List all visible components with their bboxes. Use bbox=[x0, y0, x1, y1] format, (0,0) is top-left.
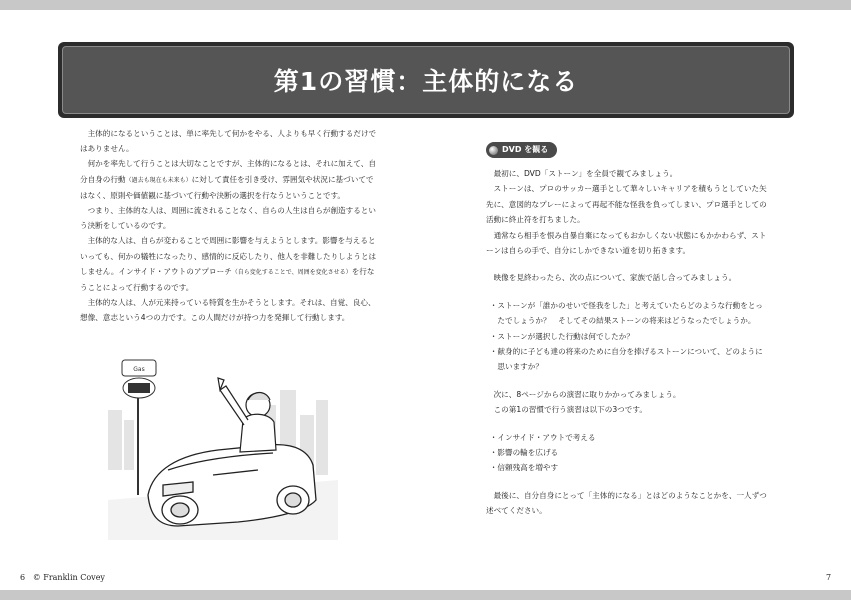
intro-line: 最初に、DVD「ストーン」を全員で観てみましょう。 bbox=[493, 168, 678, 178]
exercise-item: ・信頼残高を増やす bbox=[489, 463, 559, 473]
discussion-question: ・ストーンが「誰かのせいで怪我をした」と考えていたらどのような行動をとったでしょうか？ そしてその結果ストーンの将来はどうなったでしょうか。 bbox=[489, 300, 763, 326]
car-illustration bbox=[108, 350, 338, 540]
intro-line: 通常なら相手を恨み自暴自棄になってもおかしくない状態にもかかわらず、ストーンは自らの手で、自分にしかできない道を切り拓きます。 bbox=[486, 230, 767, 255]
discussion-question: ・献身的に子ども達の将来のために自分を捧げるストーンについて、どのように思いますか？ bbox=[489, 346, 763, 372]
chapter-banner-inner bbox=[62, 46, 790, 114]
chapter-banner bbox=[58, 42, 794, 118]
exercise-item: ・影響の輪を広げる bbox=[489, 448, 559, 457]
paragraph-note: （過去も現在も未来も） bbox=[125, 176, 192, 184]
left-column-text bbox=[80, 126, 380, 326]
sports-car bbox=[148, 445, 316, 526]
disc-icon bbox=[489, 146, 498, 155]
dvd-badge-label: DVD を観る bbox=[502, 145, 549, 155]
sign-text: Gas bbox=[133, 366, 145, 373]
left-paragraph bbox=[80, 126, 380, 156]
paragraph-text: を行なうことによって行動するのです。 bbox=[80, 266, 375, 293]
paragraph-text: つまり、主体的な人は、周囲に流されることなく、自らの人生は自らが創造するという決断をしているのです。 bbox=[80, 206, 376, 231]
left-paragraph bbox=[80, 233, 380, 295]
paragraph-text: 主体的な人は、自らが変わることで周囲に影響を与えようとします。影響を与えるといっても、何かの犠牲になったり、感情的に反応したり、他人を非難したりしようとはしません。インサイド・アウトのアプローチ bbox=[80, 236, 377, 276]
chapter-title: 第1の習慣：主体的になる bbox=[273, 67, 579, 96]
paragraph-note: （自ら変化することで、周囲を変化させる） bbox=[231, 268, 352, 276]
exercise-intro: この第1の習慣で行う演習は以下の3つです。 bbox=[493, 405, 647, 415]
copyright: © Franklin Covey bbox=[32, 573, 105, 582]
paragraph-text: 主体的になるということは、単に率先して何かをやる、人よりも早く行動するだけではありません。 bbox=[80, 129, 377, 154]
discussion-question: ・ストーンが選択した行動は何でしたか？ bbox=[489, 331, 634, 341]
exercise-intro: 次に、8ページからの演習に取りかかってみましょう。 bbox=[493, 389, 681, 399]
paragraph-text: 主体的な人は、人が元来持っている特質を生かそうとします。それは、自覚、良心、想像、意志という4つの力です。この人間だけが持つ力を発揮して行動します。 bbox=[80, 298, 376, 323]
paragraph-text: 何かを率先して行うことは大切なことですが、主体的になるとは、それに加えて、自分自身の行動 bbox=[80, 159, 376, 184]
exercise-item: ・インサイド・アウトで考える bbox=[489, 432, 596, 442]
intro-line: ストーンは、プロのサッカー選手として華々しいキャリアを積もうとしていた矢先に、意図的なプレーによって再起不能な怪我を負ってしまい、プロ選手としての活動に終止符を打ちました。 bbox=[486, 184, 767, 225]
top-margin-bar bbox=[0, 0, 851, 10]
paragraph-text: に対して責任を引き受け、雰囲気や状況に基づいてではなく、原則や価値観に基づいて行動や決断の選択を行なうということです。 bbox=[80, 174, 374, 200]
left-paragraph bbox=[80, 203, 380, 233]
right-column-text bbox=[486, 142, 770, 519]
left-paragraph bbox=[80, 156, 380, 203]
right-page-number: 7 bbox=[826, 573, 832, 582]
discuss-intro: 映像を見終わったら、次の点について、家族で話し合ってみましょう。 bbox=[493, 273, 737, 283]
closing-paragraph: 最後に、自分自身にとって「主体的になる」とはどのようなことかを、一人ずつ述べてください。 bbox=[486, 490, 767, 516]
left-page-number: 6 bbox=[20, 573, 26, 582]
bottom-margin-bar bbox=[0, 590, 851, 600]
left-paragraph bbox=[80, 295, 380, 325]
footer-left bbox=[20, 573, 105, 582]
dvd-badge bbox=[486, 142, 557, 158]
